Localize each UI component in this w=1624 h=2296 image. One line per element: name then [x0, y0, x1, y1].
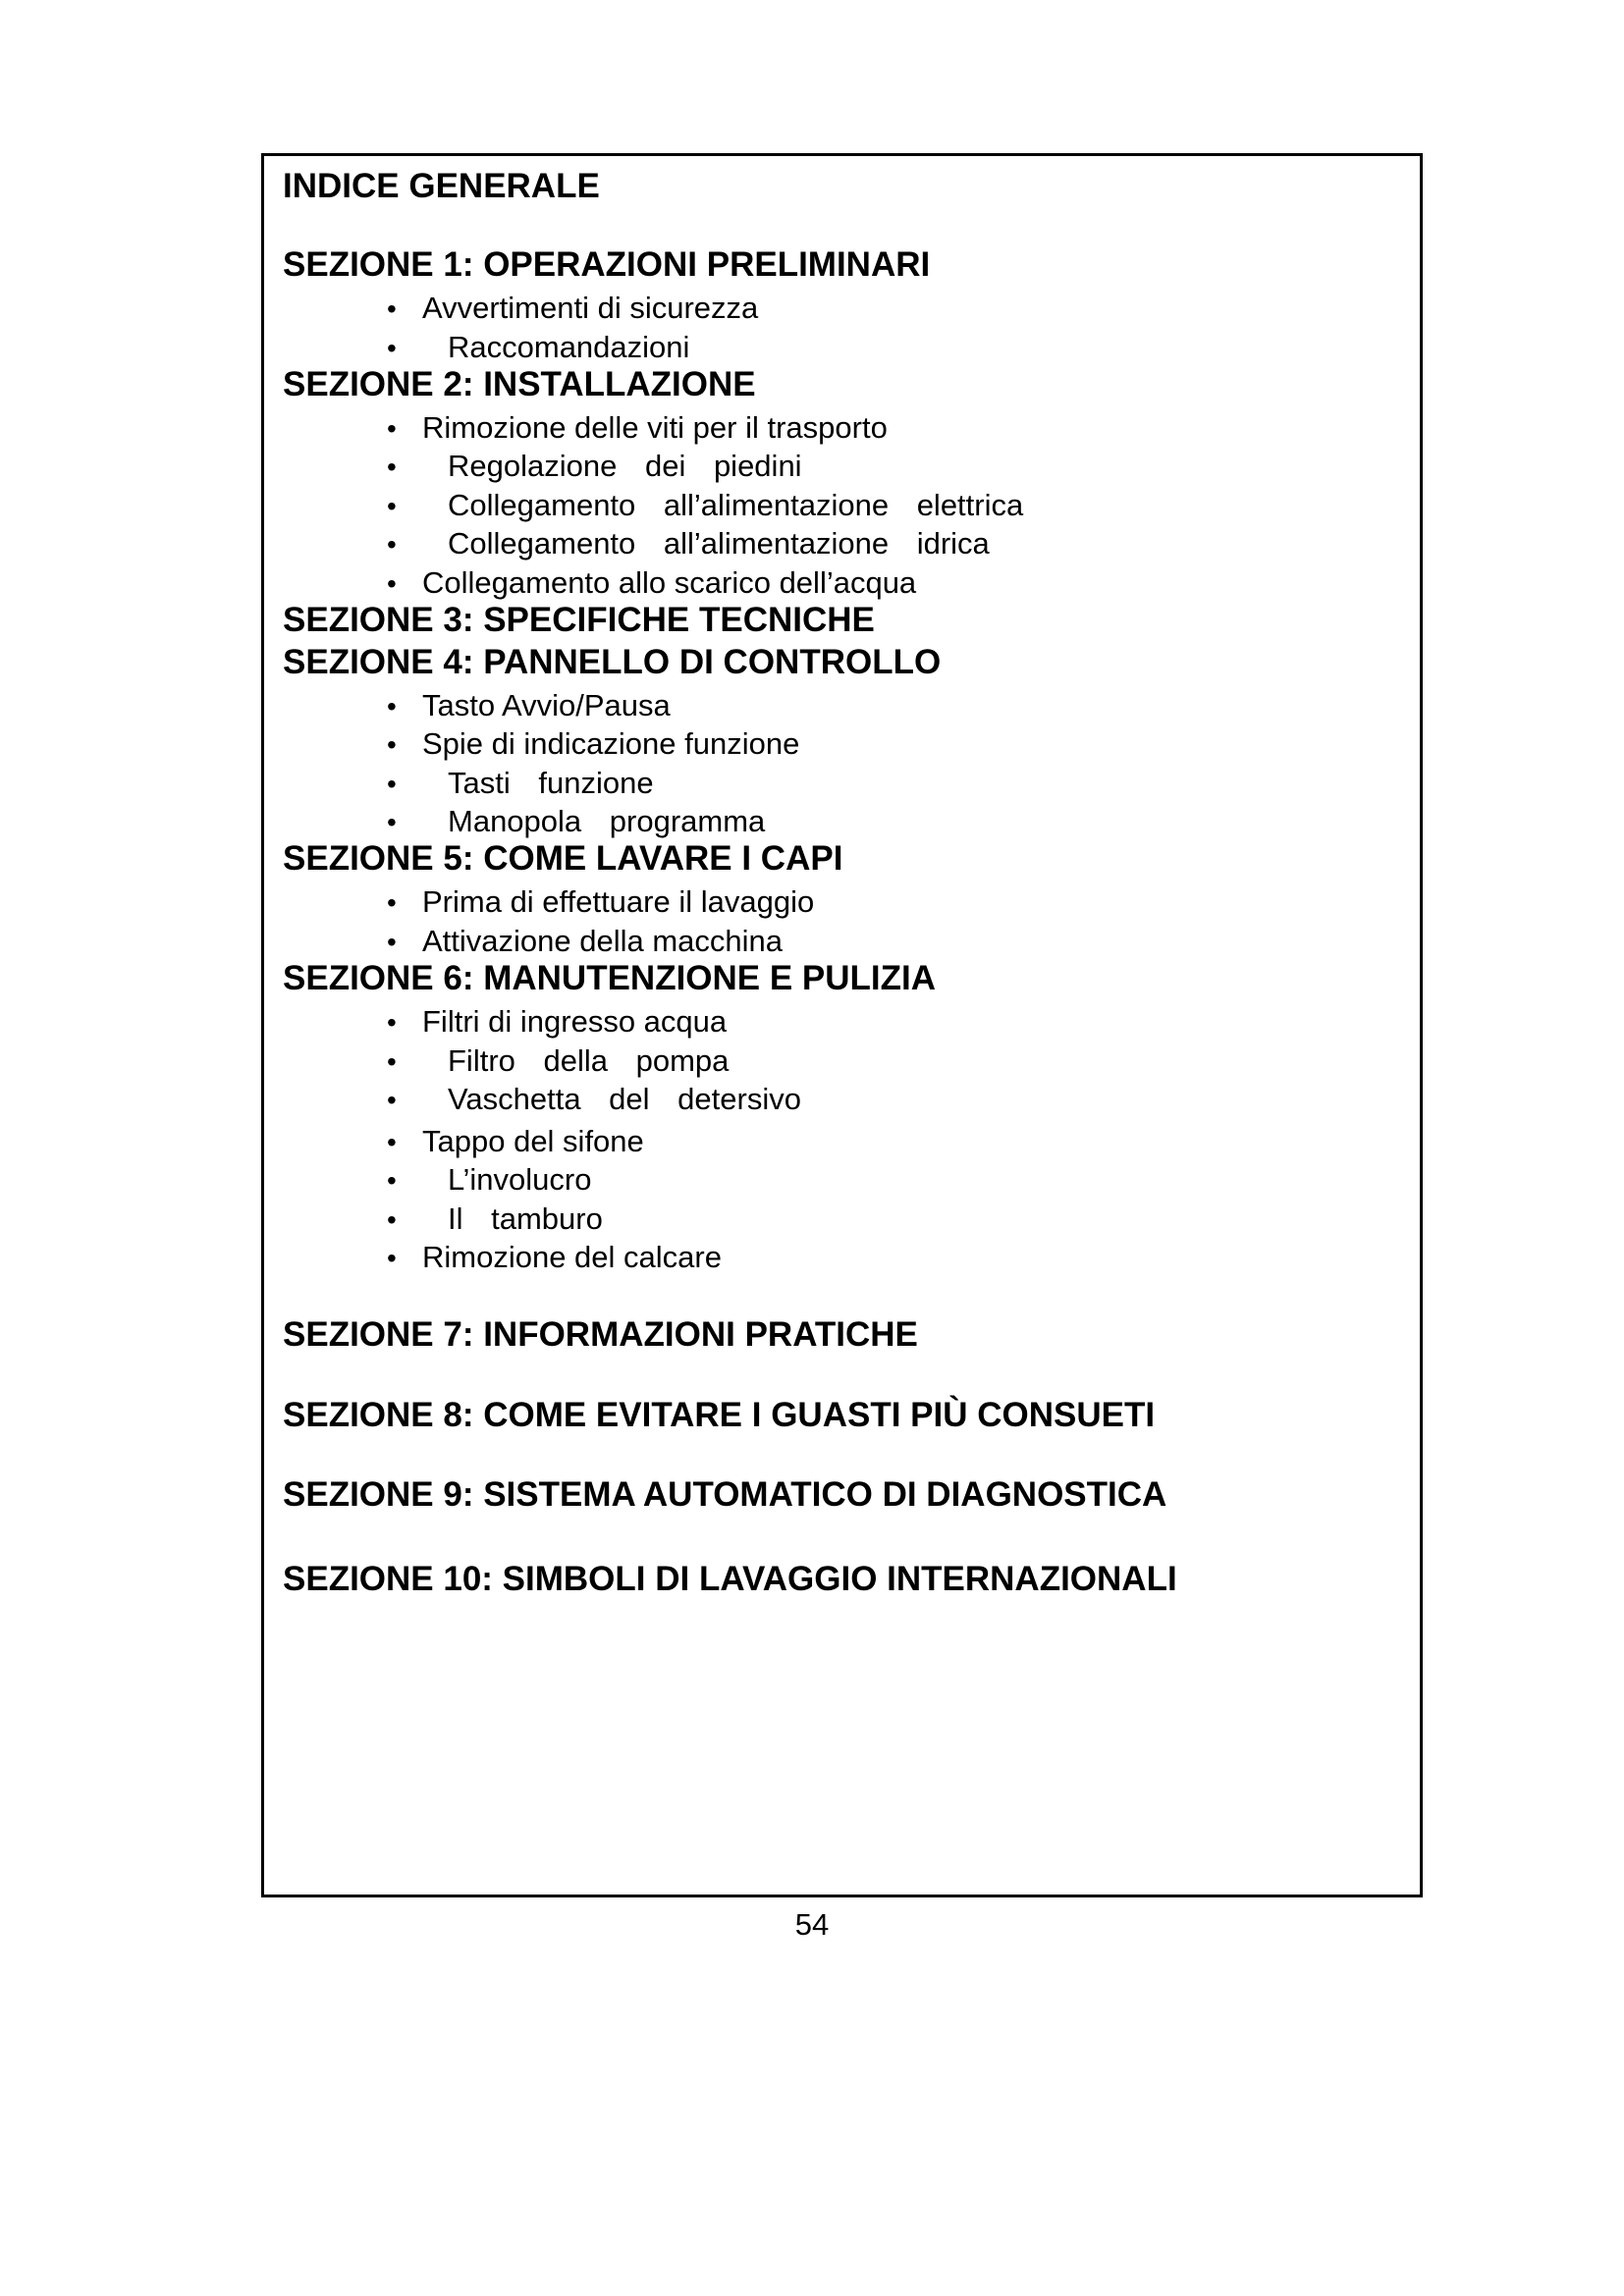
list-item: • Tappo del sifone [387, 1123, 644, 1161]
list-item: • Filtro della pompa [387, 1042, 729, 1081]
bullet-icon: • [387, 729, 397, 760]
bullet-icon: • [387, 294, 397, 324]
bullet-icon: • [387, 1085, 397, 1115]
list-item: • Rimozione del calcare [387, 1239, 722, 1277]
section-heading-4: SEZIONE 4: PANNELLO DI CONTROLLO [283, 643, 942, 681]
list-item: • Vaschetta del detersivo [387, 1081, 801, 1119]
list-item: • Raccomandazioni [387, 329, 689, 367]
bullet-icon: • [387, 452, 397, 482]
list-item: • Collegamento all’alimentazione elettrica [387, 487, 1023, 525]
bullet-icon: • [387, 691, 397, 721]
bullet-icon: • [387, 1243, 397, 1273]
bullet-icon: • [387, 769, 397, 799]
section-heading-1: SEZIONE 1: OPERAZIONI PRELIMINARI [283, 245, 931, 284]
list-item: • Tasto Avvio/Pausa [387, 687, 671, 725]
list-item: • Regolazione dei piedini [387, 448, 802, 486]
list-item: • Attivazione della macchina [387, 923, 783, 961]
list-item: • Prima di effettuare il lavaggio [387, 883, 814, 922]
list-item: • Spie di indicazione funzione [387, 725, 799, 764]
bullet-icon: • [387, 1046, 397, 1077]
list-item: • Rimozione delle viti per il trasporto [387, 409, 888, 448]
list-item: • Tasti funzione [387, 765, 654, 803]
list-item: • Manopola programma [387, 803, 765, 841]
bullet-icon: • [387, 1204, 397, 1235]
section-heading-7: SEZIONE 7: INFORMAZIONI PRATICHE [283, 1315, 918, 1354]
bullet-icon: • [387, 1165, 397, 1196]
list-item: • Filtri di ingresso acqua [387, 1003, 727, 1041]
list-item: • Collegamento allo scarico dell’acqua [387, 564, 916, 603]
bullet-icon: • [387, 333, 397, 363]
bullet-icon: • [387, 529, 397, 560]
section-heading-6: SEZIONE 6: MANUTENZIONE E PULIZIA [283, 959, 937, 997]
bullet-icon: • [387, 1007, 397, 1038]
list-item: • L’involucro [387, 1161, 591, 1200]
bullet-icon: • [387, 568, 397, 599]
bullet-icon: • [387, 807, 397, 837]
bullet-icon: • [387, 491, 397, 521]
section-heading-3: SEZIONE 3: SPECIFICHE TECNICHE [283, 601, 875, 639]
section-heading-9: SEZIONE 9: SISTEMA AUTOMATICO DI DIAGNOSTICA [283, 1475, 1167, 1514]
page-title: INDICE GENERALE [283, 167, 600, 205]
section-heading-5: SEZIONE 5: COME LAVARE I CAPI [283, 839, 843, 878]
bullet-icon: • [387, 927, 397, 957]
list-item: • Avvertimenti di sicurezza [387, 290, 758, 328]
list-item: • Collegamento all’alimentazione idrica [387, 525, 990, 563]
list-item: • Il tamburo [387, 1201, 603, 1239]
bullet-icon: • [387, 413, 397, 444]
section-heading-2: SEZIONE 2: INSTALLAZIONE [283, 365, 756, 403]
bullet-icon: • [387, 1127, 397, 1157]
section-heading-10: SEZIONE 10: SIMBOLI DI LAVAGGIO INTERNAZIONALI [283, 1560, 1177, 1598]
bullet-icon: • [387, 887, 397, 918]
section-heading-8: SEZIONE 8: COME EVITARE I GUASTI PIÙ CONSUETI [283, 1396, 1156, 1434]
page-number: 54 [794, 1907, 830, 1942]
